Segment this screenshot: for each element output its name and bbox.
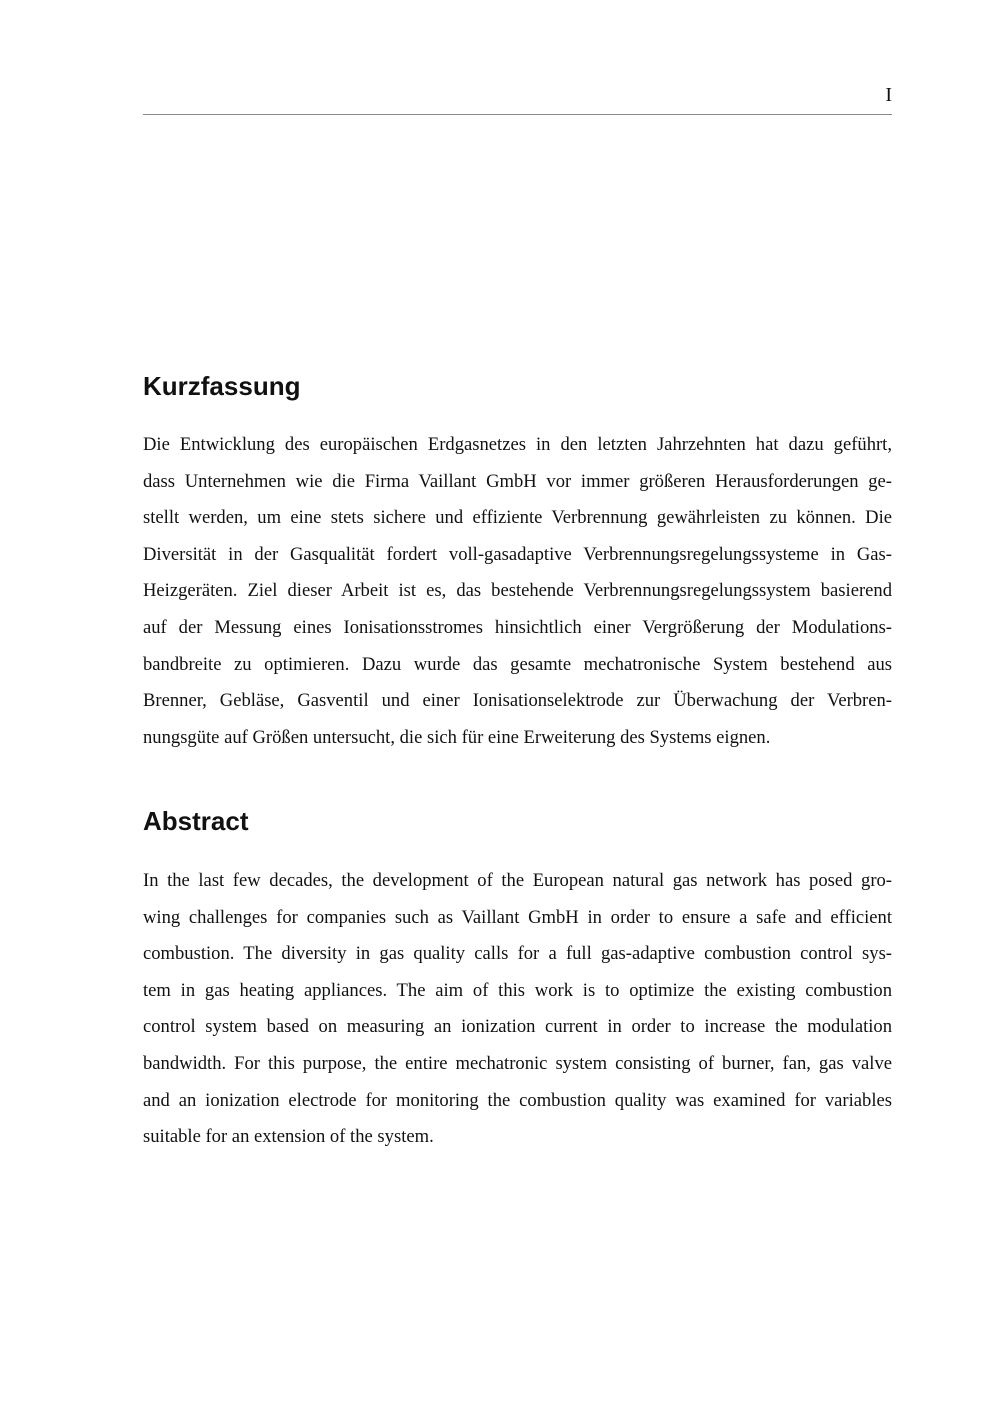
text-line: tem in gas heating appliances. The aim of this work is to optimize the existing combustion <box>143 979 892 1001</box>
text-line: wing challenges for companies such as Vaillant GmbH in order to ensure a safe and efficient <box>143 906 892 928</box>
text-line: and an ionization electrode for monitoring the combustion quality was examined for variables <box>143 1089 892 1111</box>
page-number: I <box>885 84 892 106</box>
text-line: bandwidth. For this purpose, the entire mechatronic system consisting of burner, fan, gas valve <box>143 1052 892 1074</box>
abstract-paragraph <box>143 863 892 1156</box>
header-rule <box>143 114 892 115</box>
text-line: bandbreite zu optimieren. Dazu wurde das gesamte mechatronische System bestehend aus <box>143 653 892 675</box>
text-line: Diversität in der Gasqualität fordert voll-gasadaptive Verbrennungsregelungssysteme in Gas- <box>143 543 892 565</box>
text-line: nungsgüte auf Größen untersucht, die sich für eine Erweiterung des Systems eignen. <box>143 726 771 748</box>
text-line: auf der Messung eines Ionisationsstromes hinsichtlich einer Vergrößerung der Modulations- <box>143 616 892 638</box>
kurzfassung-paragraph <box>143 427 892 756</box>
text-line: suitable for an extension of the system. <box>143 1126 434 1148</box>
text-line: control system based on measuring an ionization current in order to increase the modulation <box>143 1016 892 1038</box>
text-line: dass Unternehmen wie die Firma Vaillant GmbH vor immer größeren Herausforderungen ge- <box>143 470 892 492</box>
text-line: combustion. The diversity in gas quality calls for a full gas-adaptive combustion control sys- <box>143 943 892 965</box>
abstract-heading: Abstract <box>143 806 249 836</box>
text-line: Die Entwicklung des europäischen Erdgasnetzes in den letzten Jahrzehnten hat dazu geführt, <box>143 434 892 455</box>
text-line: In the last few decades, the development of the European natural gas network has posed gro- <box>143 870 892 891</box>
text-line: Brenner, Gebläse, Gasventil und einer Ionisationselektrode zur Überwachung der Verbren- <box>143 690 892 712</box>
text-line: stellt werden, um eine stets sichere und effiziente Verbrennung gewährleisten zu können. Die <box>143 507 892 529</box>
kurzfassung-heading: Kurzfassung <box>143 371 301 401</box>
text-line: Heizgeräten. Ziel dieser Arbeit ist es, das bestehende Verbrennungsregelungssystem basierend <box>143 580 892 602</box>
